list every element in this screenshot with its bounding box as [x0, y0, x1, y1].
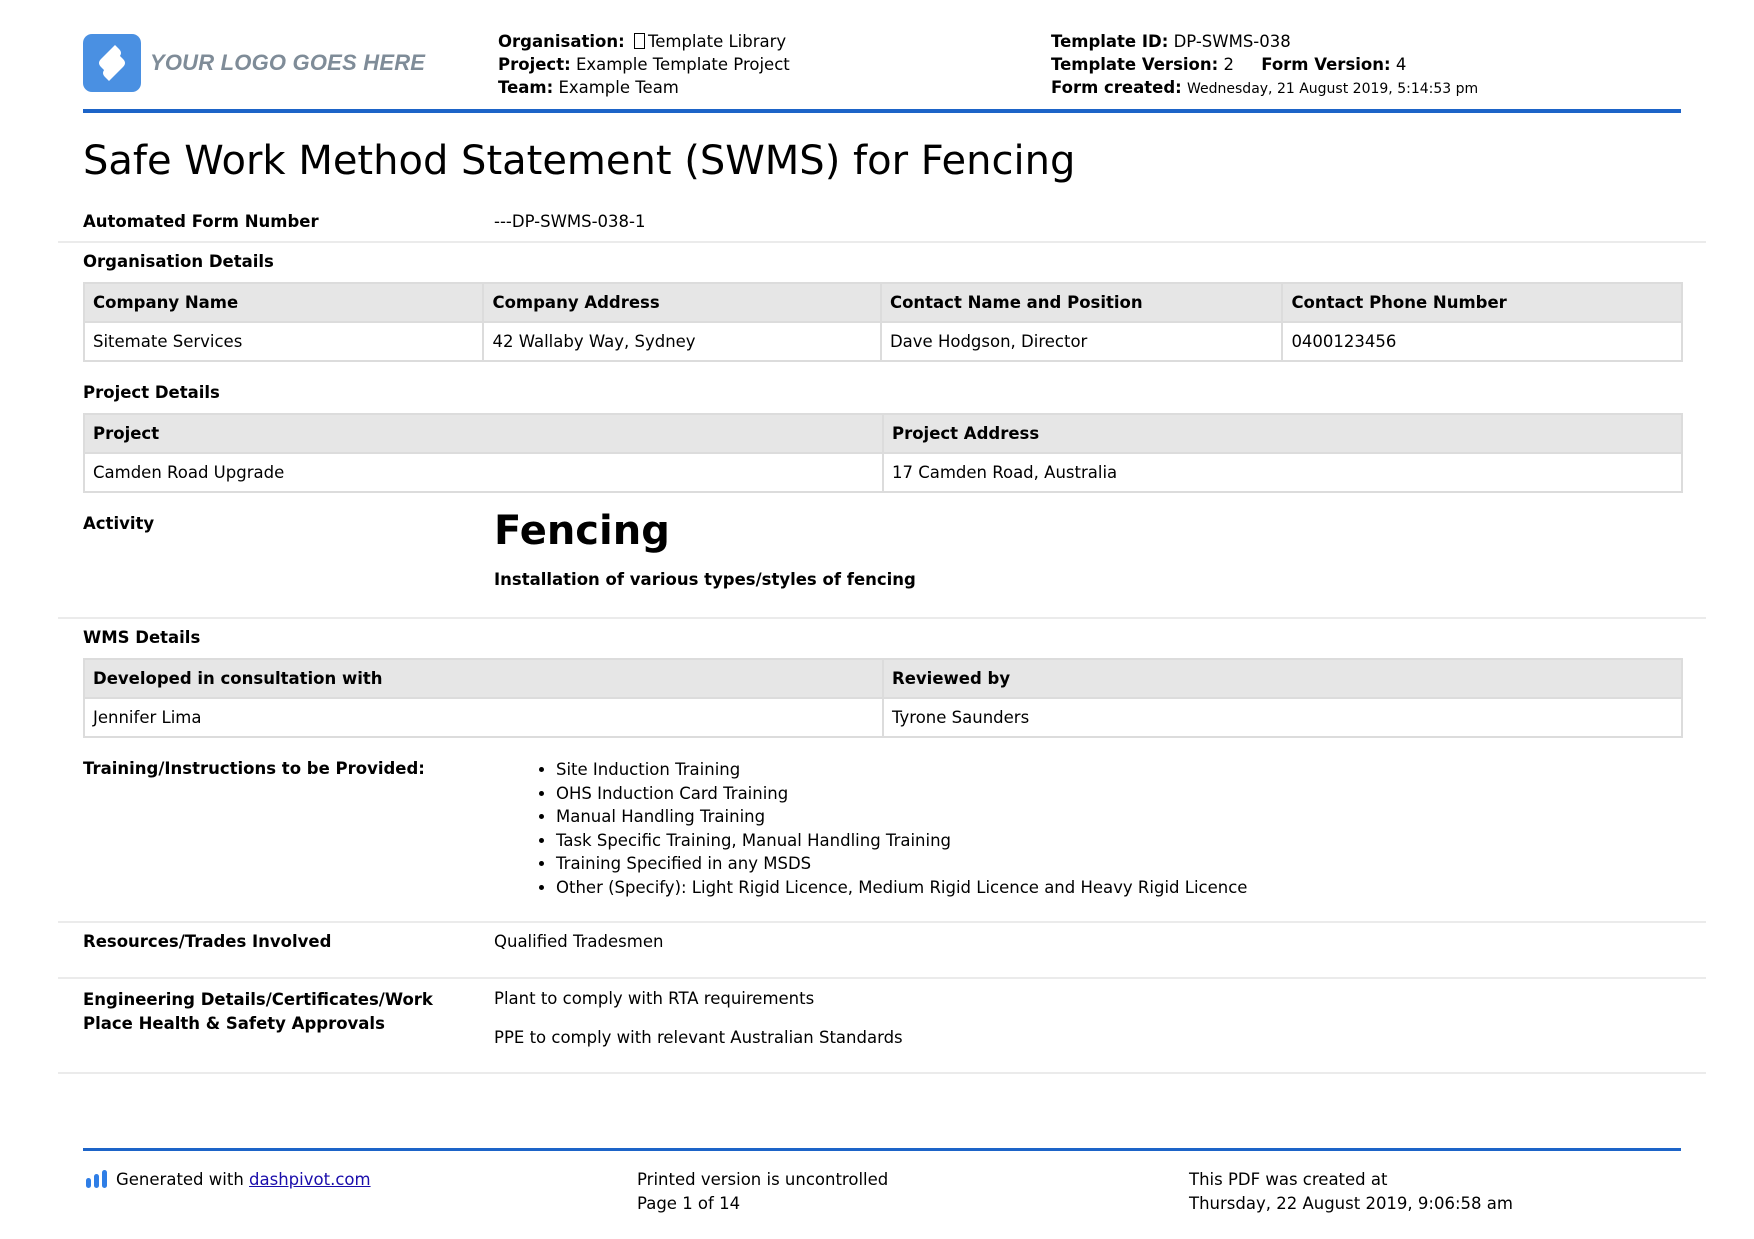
- header-divider: [83, 109, 1681, 113]
- form-version-value: 4: [1395, 55, 1407, 74]
- form-created-value: Wednesday, 21 August 2019, 5:14:53 pm: [1187, 81, 1479, 97]
- pdf-created-label: This PDF was created at: [1189, 1170, 1388, 1189]
- footer-divider: [83, 1148, 1681, 1151]
- engineering-label: [83, 988, 433, 1036]
- divider: [58, 977, 1706, 979]
- footer-generated: [86, 1168, 371, 1195]
- activity-label: Activity: [83, 514, 155, 533]
- form-number-value: ---DP-SWMS-038-1: [494, 212, 646, 231]
- template-id-label: Template ID:: [1051, 32, 1169, 51]
- table-header-row: [84, 283, 1682, 322]
- engineering-label-line1: Engineering Details/Certificates/Work: [83, 990, 433, 1009]
- template-version-value: 2: [1223, 55, 1234, 74]
- list-item: • OHS Induction Card Training: [556, 782, 1247, 806]
- footer-print-info: [637, 1168, 888, 1216]
- resources-label: Resources/Trades Involved: [83, 932, 332, 951]
- divider: [58, 241, 1706, 243]
- contact-phone-header: Contact Phone Number: [1282, 283, 1682, 322]
- contact-name-header: Contact Name and Position: [881, 283, 1282, 322]
- form-created-label: Form created:: [1051, 78, 1182, 97]
- engineering-value-2: PPE to comply with relevant Australian Standards: [494, 1028, 903, 1047]
- reviewed-by-value: Tyrone Saunders: [883, 698, 1682, 737]
- generated-prefix: Generated with: [116, 1170, 244, 1189]
- form-version-label: Form Version:: [1261, 55, 1391, 74]
- project-value: Camden Road Upgrade: [84, 453, 883, 492]
- company-logo: [83, 34, 425, 92]
- list-item: • Training Specified in any MSDS: [556, 852, 1247, 876]
- wms-details-label: WMS Details: [83, 628, 201, 647]
- project-value: Example Template Project: [575, 55, 790, 74]
- team-label: Team:: [498, 78, 554, 97]
- table-header-row: [84, 659, 1682, 698]
- team-value: Example Team: [558, 78, 679, 97]
- table-header-row: [84, 414, 1682, 453]
- dashpivot-icon: [86, 1170, 108, 1195]
- list-item: • Other (Specify): Light Rigid Licence, Medium Rigid Licence and Heavy Rigid Licence: [556, 876, 1247, 900]
- project-address-value: 17 Camden Road, Australia: [883, 453, 1682, 492]
- list-item: • Task Specific Training, Manual Handling Training: [556, 829, 1247, 853]
- reviewed-by-header: Reviewed by: [883, 659, 1682, 698]
- footer-pdf-created: [1189, 1168, 1513, 1216]
- logo-badge-icon: [83, 34, 141, 92]
- divider: [58, 921, 1706, 923]
- organisation-box-icon: [634, 33, 645, 49]
- company-name-header: Company Name: [84, 283, 483, 322]
- header-template-info: [1051, 30, 1478, 101]
- company-address-header: Company Address: [483, 283, 880, 322]
- logo-text: YOUR LOGO GOES HERE: [150, 50, 426, 75]
- project-address-header: Project Address: [883, 414, 1682, 453]
- table-row: [84, 698, 1682, 737]
- table-row: [84, 322, 1682, 361]
- template-version-label: Template Version:: [1051, 55, 1219, 74]
- engineering-value-1: Plant to comply with RTA requirements: [494, 989, 815, 1008]
- developed-with-header: Developed in consultation with: [84, 659, 883, 698]
- page-info: Page 1 of 14: [637, 1194, 741, 1213]
- divider: [58, 1072, 1706, 1074]
- table-row: [84, 453, 1682, 492]
- training-label: Training/Instructions to be Provided:: [83, 759, 425, 778]
- organisation-value: Template Library: [647, 32, 787, 51]
- project-label: Project:: [498, 55, 571, 74]
- project-details-table: [83, 413, 1683, 493]
- resources-value: Qualified Tradesmen: [494, 932, 664, 951]
- company-address-value: 42 Wallaby Way, Sydney: [483, 322, 880, 361]
- header-project-info: [498, 30, 790, 99]
- pdf-created-value: Thursday, 22 August 2019, 9:06:58 am: [1189, 1194, 1513, 1213]
- company-name-value: Sitemate Services: [84, 322, 483, 361]
- divider: [58, 617, 1706, 619]
- training-list: [530, 758, 1247, 899]
- organisation-label: Organisation:: [498, 32, 625, 51]
- organisation-details-table: [83, 282, 1683, 362]
- contact-phone-value: 0400123456: [1282, 322, 1682, 361]
- project-details-label: Project Details: [83, 383, 220, 402]
- wms-details-table: [83, 658, 1683, 738]
- form-number-label: Automated Form Number: [83, 212, 319, 231]
- printed-note: Printed version is uncontrolled: [637, 1170, 889, 1189]
- developed-with-value: Jennifer Lima: [84, 698, 883, 737]
- page-title: Safe Work Method Statement (SWMS) for Fencing: [83, 138, 1076, 184]
- activity-description: Installation of various types/styles of fencing: [494, 570, 916, 589]
- template-id-value: DP-SWMS-038: [1173, 32, 1291, 51]
- list-item: • Site Induction Training: [556, 758, 1247, 782]
- organisation-details-label: Organisation Details: [83, 252, 274, 271]
- contact-name-value: Dave Hodgson, Director: [881, 322, 1282, 361]
- project-header: Project: [84, 414, 883, 453]
- engineering-label-line2: Place Health & Safety Approvals: [83, 1014, 385, 1033]
- dashpivot-link[interactable]: dashpivot.com: [249, 1170, 371, 1189]
- activity-title: Fencing: [494, 508, 670, 554]
- list-item: • Manual Handling Training: [556, 805, 1247, 829]
